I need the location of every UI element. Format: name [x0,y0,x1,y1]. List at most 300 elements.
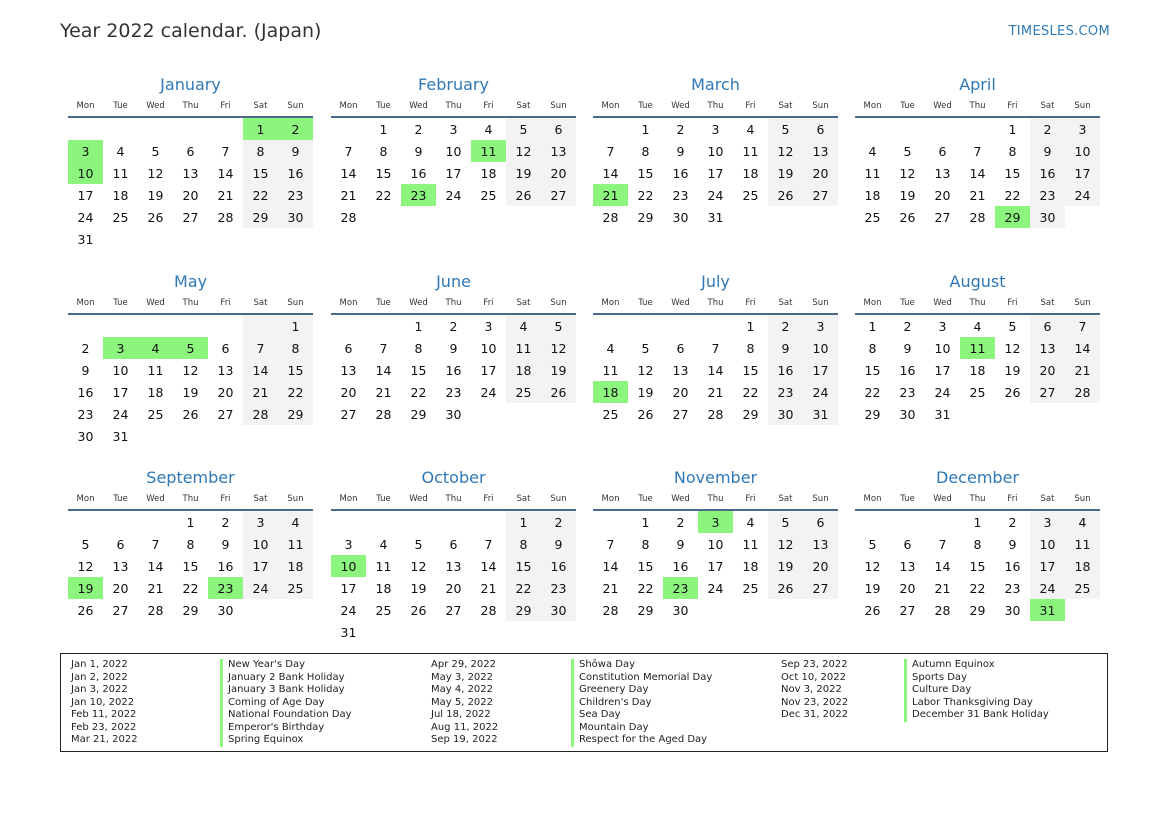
day-cell: 3 [344,536,353,552]
day-cell: 20 [112,580,129,596]
day-cell: 15 [864,362,881,378]
day-cell: 27 [672,406,689,422]
empty-cell [855,511,890,533]
holiday-name: Autumn Equinox [904,659,1049,672]
weekday-label: Sat [516,101,531,111]
weekday-label: Thu [182,494,199,504]
empty-cell [471,403,506,425]
empty-cell [1030,403,1065,425]
day-cell: 10 [112,362,129,378]
day-cell: 22 [742,384,759,400]
day-cell: 25 [864,209,881,225]
day-cell: 3 [484,318,493,334]
empty-cell [243,599,278,621]
day-cell: 2 [414,121,423,137]
day-cell: 23 [541,577,576,599]
weekday-label: Tue [376,101,391,111]
day-cell: 11 [742,143,759,159]
empty-cell [593,511,628,533]
holiday-day-cell: 3 [698,511,733,533]
day-cell: 5 [903,143,912,159]
day-cell: 26 [768,577,803,599]
empty-cell [663,315,698,337]
holiday-date: Aug 11, 2022 [431,721,499,733]
weekday-header [855,295,1100,315]
weekday-label: Sun [550,494,567,504]
empty-cell [1065,599,1100,621]
day-cell: 12 [506,140,541,162]
day-cell: 20 [217,384,234,400]
day-cell: 1 [1008,121,1017,137]
holiday-day-cell: 21 [593,184,628,206]
day-grid [855,315,1100,425]
day-cell: 18 [506,359,541,381]
day-cell: 13 [672,362,689,378]
day-cell: 16 [1004,558,1021,574]
day-cell: 13 [445,558,462,574]
empty-cell [103,118,138,140]
empty-cell [471,511,506,533]
day-cell: 22 [278,381,313,403]
weekday-header [593,295,838,315]
day-cell: 15 [410,362,427,378]
holiday-name: Coming of Age Day [220,697,352,710]
day-cell: 12 [768,533,803,555]
day-cell: 1 [746,318,755,334]
empty-cell [243,315,278,337]
day-grid [68,511,313,621]
day-cell: 26 [864,602,881,618]
empty-cell [173,425,208,447]
day-cell: 13 [541,140,576,162]
month-november [593,465,838,621]
day-cell: 12 [899,165,916,181]
day-cell: 10 [243,533,278,555]
day-cell: 14 [147,558,164,574]
day-cell: 6 [116,536,125,552]
day-cell: 27 [934,209,951,225]
day-grid [331,118,576,228]
holiday-day-cell: 10 [331,555,366,577]
day-cell: 16 [768,359,803,381]
weekday-label: Mon [601,298,620,308]
day-cell: 27 [803,577,838,599]
day-cell: 4 [868,143,877,159]
day-cell: 6 [903,536,912,552]
day-cell: 10 [934,340,951,356]
empty-cell [366,206,401,228]
day-cell: 28 [602,602,619,618]
day-cell: 28 [969,209,986,225]
day-cell: 12 [410,558,427,574]
day-cell: 29 [506,599,541,621]
day-cell: 6 [676,340,685,356]
day-cell: 17 [707,165,724,181]
day-cell: 8 [506,533,541,555]
day-cell: 29 [182,602,199,618]
empty-cell [173,315,208,337]
month-december [855,465,1100,621]
day-cell: 26 [506,184,541,206]
day-cell: 19 [637,384,654,400]
empty-cell [243,425,278,447]
day-cell: 6 [186,143,195,159]
day-cell: 7 [243,337,278,359]
empty-cell [103,228,138,250]
day-cell: 23 [768,381,803,403]
weekday-label: Fri [745,494,756,504]
day-cell: 26 [541,381,576,403]
day-cell: 22 [410,384,427,400]
day-cell: 16 [217,558,234,574]
weekday-label: Tue [900,101,915,111]
day-cell: 24 [707,187,724,203]
day-cell: 11 [147,362,164,378]
holiday-name: Constitution Memorial Day [571,672,712,685]
day-cell: 5 [541,315,576,337]
month-may [68,269,313,447]
weekday-label: Sat [253,298,268,308]
day-cell: 11 [742,536,759,552]
month-june [331,269,576,425]
holiday-name: National Foundation Day [220,709,352,722]
weekday-label: Tue [900,494,915,504]
weekday-label: Thu [445,494,462,504]
page-title: Year 2022 calendar. (Japan) [60,20,322,42]
day-cell: 25 [112,209,129,225]
day-grid [855,511,1100,621]
weekday-label: Wed [409,101,428,111]
day-cell: 3 [711,121,720,137]
weekday-label: Tue [113,101,128,111]
day-cell: 14 [707,362,724,378]
day-cell: 7 [221,143,230,159]
day-cell: 21 [707,384,724,400]
day-cell: 9 [1008,536,1017,552]
weekday-label: Mon [601,494,620,504]
day-cell: 15 [506,555,541,577]
empty-cell [138,425,173,447]
weekday-label: Sun [550,101,567,111]
holiday-day-cell: 11 [471,140,506,162]
empty-cell [173,118,208,140]
day-cell: 19 [899,187,916,203]
day-cell: 25 [969,384,986,400]
day-cell: 23 [1004,580,1021,596]
holiday-list [60,653,1108,752]
day-cell: 25 [742,580,759,596]
day-cell: 5 [151,143,160,159]
day-cell: 13 [217,362,234,378]
empty-cell [138,228,173,250]
empty-cell [960,403,995,425]
day-cell: 2 [81,340,90,356]
empty-cell [506,403,541,425]
day-cell: 12 [768,140,803,162]
day-cell: 19 [410,580,427,596]
day-cell: 7 [1065,315,1100,337]
month-january [68,72,313,250]
day-cell: 27 [1030,381,1065,403]
day-cell: 1 [641,514,650,530]
day-cell: 18 [969,362,986,378]
weekday-label: Sat [778,298,793,308]
day-cell: 29 [278,403,313,425]
empty-cell [960,118,995,140]
weekday-label: Fri [220,298,231,308]
day-cell: 26 [1004,384,1021,400]
weekday-label: Mon [339,298,358,308]
day-cell: 5 [81,536,90,552]
day-cell: 9 [676,536,685,552]
day-cell: 31 [340,624,357,640]
day-cell: 2 [768,315,803,337]
day-cell: 23 [672,187,689,203]
day-cell: 12 [182,362,199,378]
day-cell: 15 [969,558,986,574]
day-cell: 21 [602,580,619,596]
day-cell: 6 [938,143,947,159]
weekday-label: Sun [287,494,304,504]
empty-cell [436,621,471,643]
day-grid [593,315,838,425]
weekday-label: Wed [933,494,952,504]
weekday-label: Sat [253,101,268,111]
empty-cell [331,315,366,337]
day-cell: 20 [445,580,462,596]
day-cell: 4 [506,315,541,337]
day-cell: 30 [672,209,689,225]
weekday-label: Sat [516,494,531,504]
day-cell: 2 [449,318,458,334]
site-link[interactable]: TIMESLES.COM [1008,24,1110,39]
weekday-label: Tue [376,494,391,504]
holiday-date: Sep 23, 2022 [781,659,848,670]
day-cell: 10 [1030,533,1065,555]
holiday-date: Nov 3, 2022 [781,684,842,695]
weekday-label: Thu [969,101,986,111]
day-cell: 27 [217,406,234,422]
weekday-label: Sat [1040,298,1055,308]
weekday-label: Fri [483,298,494,308]
day-cell: 12 [864,558,881,574]
day-cell: 22 [864,384,881,400]
holiday-day-cell: 23 [663,577,698,599]
day-cell: 28 [934,602,951,618]
day-cell: 14 [243,359,278,381]
day-cell: 8 [186,536,195,552]
day-cell: 17 [340,580,357,596]
day-cell: 24 [445,187,462,203]
day-cell: 23 [77,406,94,422]
day-cell: 16 [899,362,916,378]
empty-cell [138,511,173,533]
day-cell: 31 [112,428,129,444]
month-august [855,269,1100,425]
day-cell: 22 [637,187,654,203]
day-grid [331,511,576,643]
holiday-date: Nov 23, 2022 [781,696,849,708]
holiday-day-cell: 1 [243,118,278,140]
day-cell: 25 [278,577,313,599]
day-cell: 10 [480,340,497,356]
day-cell: 20 [899,580,916,596]
holiday-name: Greenery Day [571,684,712,697]
day-cell: 9 [449,340,458,356]
day-cell: 20 [340,384,357,400]
holiday-day-cell: 3 [68,140,103,162]
empty-cell [208,118,243,140]
holiday-day-cell: 4 [138,337,173,359]
month-name: October [421,468,486,487]
day-cell: 24 [1065,184,1100,206]
holiday-day-cell: 31 [1030,599,1065,621]
empty-cell [890,511,925,533]
weekday-label: Thu [707,494,724,504]
day-cell: 21 [969,187,986,203]
day-cell: 20 [672,384,689,400]
weekday-label: Thu [969,494,986,504]
day-cell: 18 [112,187,129,203]
day-cell: 16 [672,558,689,574]
month-march [593,72,838,228]
day-cell: 8 [746,340,755,356]
day-cell: 4 [379,536,388,552]
day-cell: 6 [803,118,838,140]
day-cell: 26 [899,209,916,225]
holiday-name: Respect for the Aged Day [571,734,712,747]
day-cell: 2 [1030,118,1065,140]
day-cell: 19 [1004,362,1021,378]
weekday-label: Wed [933,298,952,308]
month-name: August [949,272,1006,291]
day-cell: 27 [340,406,357,422]
holiday-date: May 3, 2022 [431,671,494,683]
weekday-label: Mon [339,494,358,504]
day-cell: 10 [707,536,724,552]
weekday-label: Sun [1074,298,1091,308]
holiday-day-cell: 19 [68,577,103,599]
day-cell: 23 [899,384,916,400]
day-cell: 15 [1004,165,1021,181]
day-cell: 27 [899,602,916,618]
day-cell: 28 [707,406,724,422]
day-cell: 17 [707,558,724,574]
day-cell: 8 [414,340,423,356]
weekday-label: Mon [863,298,882,308]
day-cell: 22 [182,580,199,596]
day-cell: 8 [641,143,650,159]
weekday-label: Thu [445,298,462,308]
day-cell: 10 [445,143,462,159]
day-cell: 30 [1004,602,1021,618]
empty-cell [436,511,471,533]
day-cell: 21 [243,381,278,403]
empty-cell [243,228,278,250]
day-cell: 8 [1008,143,1017,159]
month-name: May [173,272,208,291]
weekday-label: Sun [812,298,829,308]
day-cell: 24 [112,406,129,422]
day-cell: 17 [934,362,951,378]
day-cell: 25 [602,406,619,422]
day-cell: 17 [243,555,278,577]
day-cell: 15 [182,558,199,574]
day-cell: 30 [445,406,462,422]
empty-cell [68,315,103,337]
day-cell: 19 [864,580,881,596]
day-cell: 2 [676,121,685,137]
day-cell: 15 [278,359,313,381]
day-cell: 1 [186,514,195,530]
weekday-label: Sat [778,494,793,504]
holiday-date: May 5, 2022 [431,696,494,708]
empty-cell [768,599,803,621]
day-cell: 10 [707,143,724,159]
day-cell: 21 [147,580,164,596]
empty-cell [366,511,401,533]
day-cell: 18 [1065,555,1100,577]
day-cell: 29 [637,209,654,225]
empty-cell [541,403,576,425]
day-cell: 6 [221,340,230,356]
day-cell: 13 [934,165,951,181]
day-cell: 6 [449,536,458,552]
day-cell: 18 [147,384,164,400]
empty-cell [628,315,663,337]
weekday-header [593,491,838,511]
empty-cell [733,599,768,621]
day-cell: 25 [480,187,497,203]
day-cell: 1 [414,318,423,334]
day-cell: 13 [340,362,357,378]
month-name: January [160,75,221,94]
month-october [331,465,576,643]
day-cell: 28 [480,602,497,618]
day-cell: 2 [1008,514,1017,530]
weekday-label: Sun [812,101,829,111]
day-cell: 19 [541,359,576,381]
day-cell: 12 [1004,340,1021,356]
day-cell: 8 [868,340,877,356]
holiday-day-cell: 23 [401,184,436,206]
weekday-label: Sat [778,101,793,111]
weekday-label: Thu [182,101,199,111]
holiday-date: Dec 31, 2022 [781,709,849,720]
day-cell: 8 [379,143,388,159]
weekday-label: Wed [933,101,952,111]
month-name: March [691,75,740,94]
day-cell: 1 [278,315,313,337]
weekday-label: Mon [339,101,358,111]
day-cell: 7 [484,536,493,552]
day-cell: 9 [541,533,576,555]
day-cell: 28 [1065,381,1100,403]
empty-cell [1065,403,1100,425]
day-cell: 30 [278,206,313,228]
day-cell: 6 [541,118,576,140]
weekday-label: Mon [76,494,95,504]
month-name: December [936,468,1019,487]
day-cell: 27 [182,209,199,225]
day-cell: 9 [768,337,803,359]
day-cell: 16 [445,362,462,378]
empty-cell [436,206,471,228]
day-cell: 24 [803,381,838,403]
day-cell: 7 [711,340,720,356]
weekday-label: Tue [376,298,391,308]
day-cell: 18 [375,580,392,596]
